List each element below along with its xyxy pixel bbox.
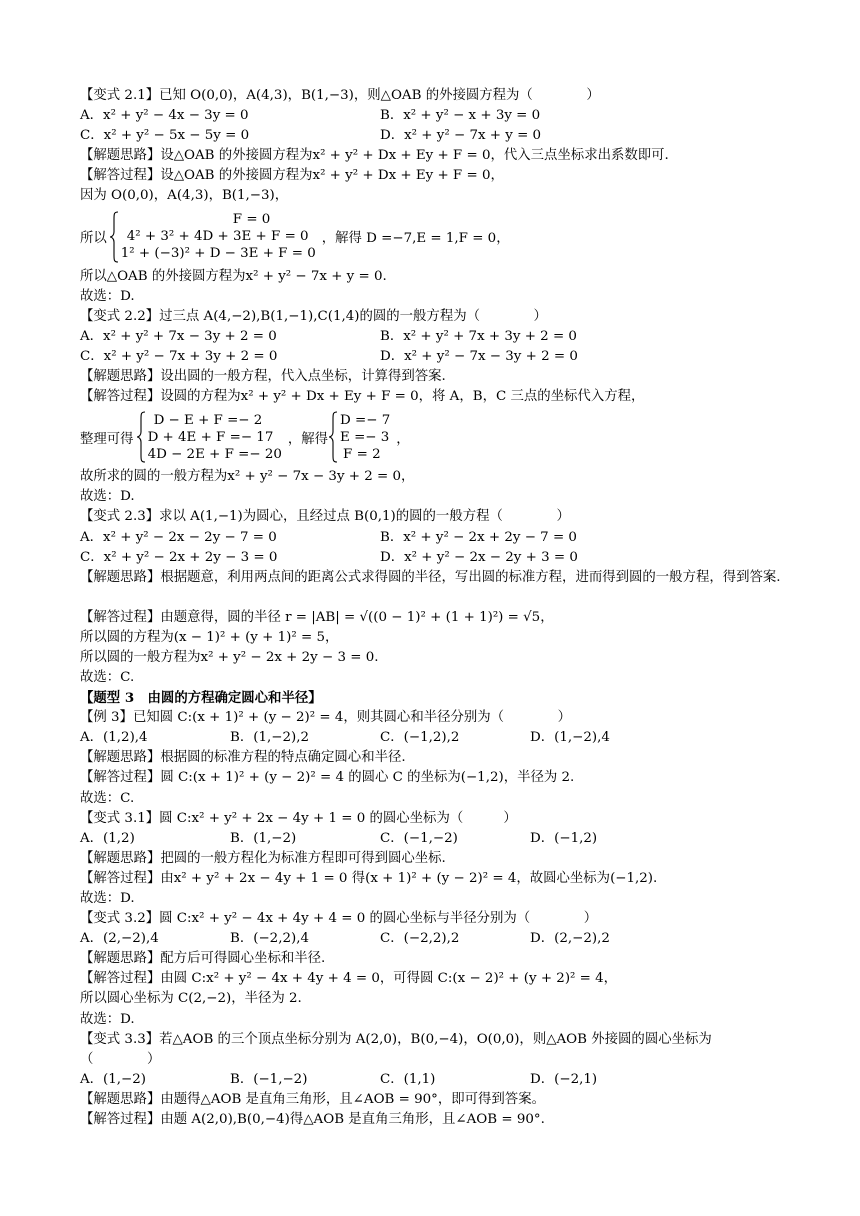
equation-system — [80, 407, 800, 467]
option-a: A．(2,−2),4 — [80, 931, 159, 947]
variant-3-1-question: 【变式 3.1】圆 C:x² + y² + 2x − 4y + 1 = 0 的圆心坐标为（ ） — [80, 810, 517, 826]
option-a: A．x² + y² − 2x − 2y − 7 = 0 — [80, 529, 277, 545]
answer-choice: 故选：D. — [80, 489, 135, 505]
system-row: 1² + (−3)² + D − 3E + F = 0 — [120, 246, 316, 262]
answer-choice: 故选：C. — [80, 790, 135, 806]
variant-3-2-options — [80, 929, 800, 949]
variant-3-3-question-blank: （ ） — [80, 1051, 161, 1067]
solution-text: 所以圆的一般方程为x² + y² − 2x + 2y − 3 = 0. — [80, 649, 379, 665]
option-b: B．(−2,2),4 — [230, 931, 309, 947]
system-row: D − E + F =− 2 — [153, 412, 263, 428]
option-d: D．(−2,1) — [530, 1071, 598, 1087]
variant-2-1-question: 【变式 2.1】已知 O(0,0)，A(4,3)，B(1,−3)，则△OAB 的外接圆方程为（ ） — [80, 88, 600, 103]
solution-process: 【解答过程】由题 A(2,0),B(0,−4)得△AOB 是直角三角形，且∠AOB = 90°. — [80, 1112, 545, 1128]
solution-text: 所以△OAB 的外接圆方程为x² + y² − 7x + y = 0. — [80, 268, 387, 284]
variant-2-3-options-row-2 — [80, 548, 800, 568]
answer-choice: 故选：C. — [80, 669, 135, 685]
option-c: C．(−2,2),2 — [380, 931, 460, 947]
system-row: 4D − 2E + F =− 20 — [147, 446, 282, 462]
variant-2-1-options-row-1 — [80, 106, 800, 126]
solution-idea: 【解题思路】设出圆的一般方程，代入点坐标，计算得到答案. — [80, 369, 446, 385]
option-d: D．(2,−2),2 — [530, 931, 610, 947]
system-row: F = 0 — [232, 212, 271, 228]
solution-idea: 【解题思路】配方后可得圆心坐标和半径. — [80, 951, 326, 967]
option-b: B．x² + y² + 7x + 3y + 2 = 0 — [380, 328, 577, 344]
solution-process: 【解答过程】由圆 C:x² + y² − 4x + 4y + 4 = 0，可得圆 C:(x − 2)² + (y + 2)² = 4， — [80, 971, 618, 987]
option-b: B．x² + y² − x + 3y = 0 — [380, 108, 541, 124]
option-c: C．(−1,−2) — [380, 830, 458, 846]
system-lead-text: 所以 — [80, 231, 107, 247]
variant-2-2-options-row-2 — [80, 347, 800, 367]
option-d: D．(−1,2) — [530, 830, 598, 846]
option-d: D．x² + y² − 7x + y = 0 — [380, 128, 542, 144]
variant-2-2-options-row-1 — [80, 327, 800, 347]
option-b: B．(1,−2),2 — [230, 730, 309, 746]
equation-system — [80, 207, 800, 267]
system-rows — [121, 211, 316, 262]
left-brace-icon — [136, 411, 146, 463]
solution-text: 因为 O(0,0)，A(4,3)，B(1,−3)， — [80, 188, 289, 204]
solution-idea: 【解题思路】根据圆的标准方程的特点确定圆心和半径. — [80, 750, 406, 766]
solution-process: 【解答过程】设圆的方程为x² + y² + Dx + Ey + F = 0，将 A，B，C 三点的坐标代入方程， — [80, 389, 645, 405]
solution-idea: 【解题思路】设△OAB 的外接圆方程为x² + y² + Dx + Ey + F = 0，代入三点坐标求出系数即可. — [80, 148, 669, 164]
option-a: A．(1,2),4 — [80, 730, 148, 746]
option-d: D．x² + y² − 2x − 2y + 3 = 0 — [380, 549, 578, 565]
solution-process: 【解答过程】圆 C:(x + 1)² + (y − 2)² = 4 的圆心 C 的坐标为(−1,2)，半径为 2. — [80, 770, 575, 786]
example-3-question: 【例 3】已知圆 C:(x + 1)² + (y − 2)² = 4，则其圆心和半径分别为（ ） — [80, 710, 572, 726]
option-d: D．x² + y² − 7x − 3y + 2 = 0 — [380, 348, 578, 364]
variant-3-3-question: 【变式 3.3】若△AOB 的三个顶点坐标分别为 A(2,0)，B(0,−4)，O(0,0)，则△AOB 外接圆的圆心坐标为 — [80, 1031, 712, 1047]
variant-2-3-options-row-1 — [80, 528, 800, 548]
solution-idea: 【解题思路】由题得△AOB 是直角三角形，且∠AOB = 90°，即可得到答案。 — [80, 1091, 545, 1107]
system-row: D =− 7 — [340, 412, 391, 428]
solution-text: 所以圆心坐标为 C(2,−2)，半径为 2. — [80, 991, 302, 1007]
solution-process: 【解答过程】设△OAB 的外接圆方程为x² + y² + Dx + Ey + F = 0， — [80, 168, 504, 184]
option-c: C．(−1,2),2 — [380, 730, 460, 746]
option-c: C．x² + y² − 2x + 2y − 3 = 0 — [80, 549, 278, 565]
answer-choice: 故选：D. — [80, 288, 135, 304]
option-b: B．(1,−2) — [230, 830, 297, 846]
system-result: ，解得 D =−7,E = 1,F = 0， — [321, 231, 510, 247]
system-row: E =− 3 — [340, 429, 390, 445]
system-row: F = 2 — [343, 446, 381, 462]
variant-3-3-options — [80, 1070, 800, 1090]
answer-choice: 故选：D. — [80, 891, 135, 906]
variant-3-2-question: 【变式 3.2】圆 C:x² + y² − 4x + 4y + 4 = 0 的圆心坐标与半径分别为（ ） — [80, 911, 598, 927]
option-b: B．(−1,−2) — [230, 1071, 308, 1087]
system-result: ， — [396, 431, 410, 447]
solution-text: 所以圆的方程为(x − 1)² + (y + 1)² = 5， — [80, 629, 339, 645]
answer-choice: 故选：D. — [80, 1011, 135, 1027]
system-lead-text: 整理可得 — [80, 431, 134, 447]
option-c: C．x² + y² − 5x − 5y = 0 — [80, 128, 250, 144]
option-a: A．(1,−2) — [80, 1071, 147, 1087]
system-rows — [340, 412, 390, 463]
option-a: A．x² + y² − 4x − 3y = 0 — [80, 108, 249, 124]
system-middle-text: ，解得 — [287, 431, 329, 447]
variant-2-2-question: 【变式 2.2】过三点 A(4,−2),B(1,−1),C(1,4)的圆的一般方程为（ ） — [80, 308, 547, 324]
example-3-options — [80, 728, 800, 748]
system-rows — [148, 412, 282, 463]
option-d: D．(1,−2),4 — [530, 730, 610, 746]
variant-3-1-options — [80, 829, 800, 849]
solution-idea: 【解题思路】把圆的一般方程化为标准方程即可得到圆心坐标. — [80, 850, 446, 866]
solution-process: 【解答过程】由x² + y² + 2x − 4y + 1 = 0 得(x + 1)² + (y − 2)² = 4，故圆心坐标为(−1,2). — [80, 870, 658, 886]
solution-process: 【解答过程】由题意得，圆的半径 r = |AB| = √((0 − 1)² + (1 + 1)²) = √5， — [80, 609, 554, 625]
option-c: C．x² + y² − 7x + 3y + 2 = 0 — [80, 348, 278, 364]
solution-idea: 【解题思路】根据题意，利用两点间的距离公式求得圆的半径，写出圆的标准方程，进而得到圆的一般方程，得到答案. — [80, 569, 781, 585]
option-c: C．(1,1) — [380, 1071, 436, 1087]
left-brace-icon — [109, 211, 119, 263]
solution-text: 故所求的圆的一般方程为x² + y² − 7x − 3y + 2 = 0， — [80, 469, 415, 485]
variant-2-1-options-row-2 — [80, 126, 800, 146]
left-brace-icon — [328, 411, 338, 463]
option-b: B．x² + y² − 2x + 2y − 7 = 0 — [380, 529, 577, 545]
system-row: 4² + 3² + 4D + 3E + F = 0 — [126, 229, 309, 245]
system-row: D + 4E + F =− 17 — [147, 429, 274, 445]
option-a: A．(1,2) — [80, 830, 135, 846]
section-title: 【题型 3 由圆的方程确定圆心和半径】 — [80, 690, 322, 707]
variant-2-3-question: 【变式 2.3】求以 A(1,−1)为圆心，且经过点 B(0,1)的圆的一般方程（ ） — [80, 509, 570, 525]
option-a: A．x² + y² + 7x − 3y + 2 = 0 — [80, 328, 277, 344]
